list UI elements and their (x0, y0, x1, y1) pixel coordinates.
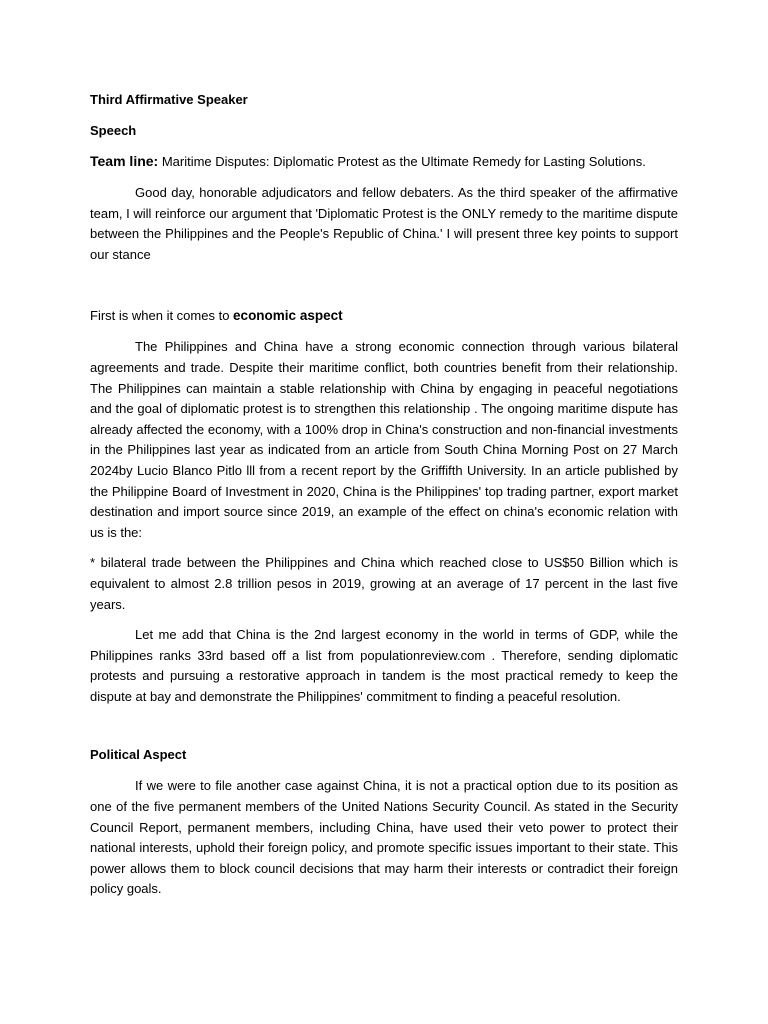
team-line (90, 152, 678, 171)
economic-heading: economic aspect (233, 308, 343, 324)
political-paragraph-1: If we were to file another case against China, it is not a practical option due to its position as one of the five permanent members of the United Nations Security Council. As stated in the Security Council Report, permanent members, including China, have used their veto power to protect their national interests, uphold their foreign policy, and promote specific issues important to their state. This power allows them to block council decisions that may harm their interests or contradict their foreign policy goals. (90, 778, 678, 897)
team-line-text: Maritime Disputes: Diplomatic Protest as the Ultimate Remedy for Lasting Solutions. (158, 154, 646, 169)
economic-bullet: * bilateral trade between the Philippines and China which reached close to US$50 Billion which is equivalent to almost 2.8 trillion pesos in 2019, growing at an average of 17 percent in the last five years. (90, 555, 678, 612)
team-line-label: Team line: (90, 153, 159, 169)
economic-prefix: First is when it comes to (90, 308, 234, 324)
economic-section-title (90, 307, 678, 325)
speech-label: Speech (90, 123, 137, 138)
economic-paragraph-2: Let me add that China is the 2nd largest economy in the world in terms of GDP, while the Philippines ranks 33rd based off a list from populationreview.com . Therefore, sending diplomatic protests and pursuing a restorative approach in tandem is the most practical remedy to keep the dispute at bay and demonstrate the Philippines' commitment to finding a peaceful resolution. (90, 627, 678, 704)
political-heading: Political Aspect (90, 747, 187, 763)
speaker-title: Third Affirmative Speaker (90, 92, 248, 107)
economic-paragraph-1: The Philippines and China have a strong economic connection through various bilateral agreements and trade. Despite their maritime conflict, both countries benefit from their relationship. The Philippines can maintain a stable relationship with China by engaging in peaceful negotiations and the goal of diplomatic protest is to strengthen this relationship . The ongoing maritime dispute has already affected the economy, with a 100% drop in China's construction and non-financial investments in the Philippines last year as indicated from an article from South China Morning Post on 27 March 2024by Lucio Blanco Pitlo lll from a recent report by the Griffifth University. In an article published by the Philippine Board of Investment in 2020, China is the Philippines' top trading partner, export market destination and import source since 2019, an example of the effect on china's economic relation with us is the: (90, 339, 678, 540)
intro-paragraph: Good day, honorable adjudicators and fellow debaters. As the third speaker of the affirmative team, I will reinforce our argument that 'Diplomatic Protest is the ONLY remedy to the maritime dispute between the Philippines and the People's Republic of China.' I will present three key points to support our stance (90, 185, 678, 262)
